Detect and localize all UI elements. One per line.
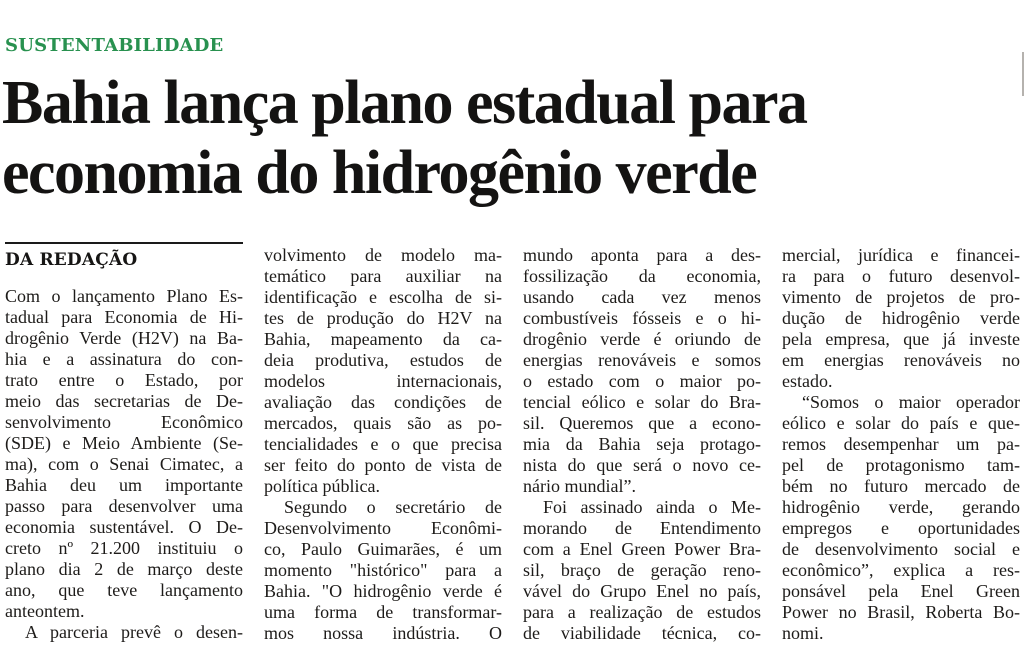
section-kicker: SUSTENTABILIDADE — [5, 35, 224, 56]
byline: DA REDAÇÃO — [5, 250, 138, 270]
body-text-line: ponsável pela Enel Green — [782, 581, 1020, 601]
body-text-line: nista do que será o novo ce- — [523, 455, 761, 475]
body-text-line: ser feito do ponto de vista de — [264, 455, 502, 475]
body-text-line: de desenvolvimento social e — [782, 539, 1020, 559]
byline-rule — [5, 242, 243, 244]
text-column-2 — [264, 242, 502, 644]
body-text-line: hidrogênio verde, gerando — [782, 497, 1020, 517]
body-text-line: mos nossa indústria. O — [264, 623, 502, 643]
body-text-line: (SDE) e Meio Ambiente (Se- — [5, 433, 243, 453]
body-text-line: fossilização da economia, — [523, 266, 761, 286]
body-text-line: temático para auxiliar na — [264, 266, 502, 286]
body-text-line: mundo aponta para a des- — [523, 245, 761, 265]
text-column-1 — [5, 242, 243, 644]
body-text-line: ma), com o Senai Cimatec, a — [5, 454, 243, 474]
body-text-line: usando cada vez menos — [523, 287, 761, 307]
body-text-line: dução de hidrogênio verde — [782, 308, 1020, 328]
body-text-line: volvimento de modelo ma- — [264, 245, 502, 265]
body-text-line: remos desempenhar um pa- — [782, 434, 1020, 454]
body-text-line: drogênio Verde (H2V) na Ba- — [5, 328, 243, 348]
body-text-line: tencialidades e o que precisa — [264, 434, 502, 454]
body-text-line: ano, que teve lançamento — [5, 580, 243, 600]
body-text-line: vimento de projetos de pro- — [782, 287, 1020, 307]
body-text-line: anteontem. — [5, 601, 85, 621]
body-text-line: política pública. — [264, 476, 380, 496]
body-text-line: hia e a assinatura do con- — [5, 349, 243, 369]
headline-line-2: economia do hidrogênio verde — [2, 139, 757, 207]
body-text-line: sil. Queremos que a econo- — [523, 413, 761, 433]
body-text-line: mia da Bahia seja protago- — [523, 434, 761, 454]
column-lines — [523, 245, 761, 644]
body-text-line: tadual para Economia de Hi- — [5, 307, 243, 327]
body-text-line: tes de produção do H2V na — [264, 308, 502, 328]
body-text-line: estado. — [782, 371, 833, 391]
body-text-line: modelos internacionais, — [264, 371, 502, 391]
body-text-line: trato entre o Estado, por — [5, 370, 243, 390]
body-text-line: bém no futuro mercado de — [782, 476, 1020, 496]
body-text-line: energias renováveis e somos — [523, 350, 761, 370]
body-text-line: o estado com o maior po- — [523, 371, 761, 391]
body-text-line: eólico e solar do país e que- — [782, 413, 1020, 433]
body-text-line: Com o lançamento Plano Es- — [5, 286, 243, 306]
body-text-line: Foi assinado ainda o Me- — [543, 497, 761, 517]
article-body — [5, 242, 1019, 644]
body-text-line: economia sustentável. O De- — [5, 517, 243, 537]
headline-line-1: Bahia lança plano estadual para — [2, 69, 807, 137]
body-text-line: mercial, jurídica e financei- — [782, 245, 1020, 265]
body-text-line: com a Enel Green Power Bra- — [523, 539, 761, 559]
body-text-line: momento "histórico" para a — [264, 560, 502, 580]
headline — [2, 68, 1018, 208]
body-text-line: econômico”, explica a res- — [782, 560, 1020, 580]
body-text-line: passo para desenvolver uma — [5, 496, 243, 516]
body-text-line: nomi. — [782, 623, 824, 643]
body-text-line: drogênio verde é oriundo de — [523, 329, 761, 349]
column-lines — [264, 245, 502, 644]
body-text-line: nário mundial”. — [523, 476, 636, 496]
body-text-line: tencial eólico e solar do Bra- — [523, 392, 761, 412]
body-text-line: identificação e escolha de si- — [264, 287, 502, 307]
body-text-line: mercados, quais são as po- — [264, 413, 502, 433]
body-text-line: Segundo o secretário de — [284, 497, 502, 517]
body-text-line: pel de protagonismo tam- — [782, 455, 1020, 475]
body-text-line: A parceria prevê o desen- — [25, 622, 243, 642]
body-text-line: meio das secretarias de De- — [5, 391, 243, 411]
body-text-line: sil, braço de geração reno- — [523, 560, 761, 580]
body-text-line: para a realização de estudos — [523, 602, 761, 622]
body-text-line: “Somos o maior operador — [802, 392, 1020, 412]
column-lines — [782, 245, 1020, 644]
body-text-line: avaliação das condições de — [264, 392, 502, 412]
body-text-line: Bahia, mapeamento da ca- — [264, 329, 502, 349]
body-text-line: Power no Brasil, Roberta Bo- — [782, 602, 1020, 622]
text-column-4 — [782, 242, 1020, 644]
body-text-line: Bahia. "O hidrogênio verde é — [264, 581, 502, 601]
body-text-line: Bahia deu um importante — [5, 475, 243, 495]
body-text-line: empregos e oportunidades — [782, 518, 1020, 538]
body-text-line: creto nº 21.200 instituiu o — [5, 538, 243, 558]
text-column-3 — [523, 242, 761, 644]
body-text-line: deia produtiva, estudos de — [264, 350, 502, 370]
column-lines — [5, 286, 243, 643]
body-text-line: plano dia 2 de março deste — [5, 559, 243, 579]
body-text-line: vável do Grupo Enel no país, — [523, 581, 761, 601]
body-text-line: de viabilidade técnica, co- — [523, 623, 761, 643]
body-text-line: ra para o futuro desenvol- — [782, 266, 1020, 286]
body-text-line: Desenvolvimento Econômi- — [264, 518, 502, 538]
body-text-line: em energias renováveis no — [782, 350, 1020, 370]
body-text-line: combustíveis fósseis e o hi- — [523, 308, 761, 328]
body-text-line: uma forma de transformar- — [264, 602, 502, 622]
body-text-line: morando de Entendimento — [523, 518, 761, 538]
body-text-line: pela empresa, que já investe — [782, 329, 1020, 349]
body-text-line: co, Paulo Guimarães, é um — [264, 539, 502, 559]
body-text-line: senvolvimento Econômico — [5, 412, 243, 432]
